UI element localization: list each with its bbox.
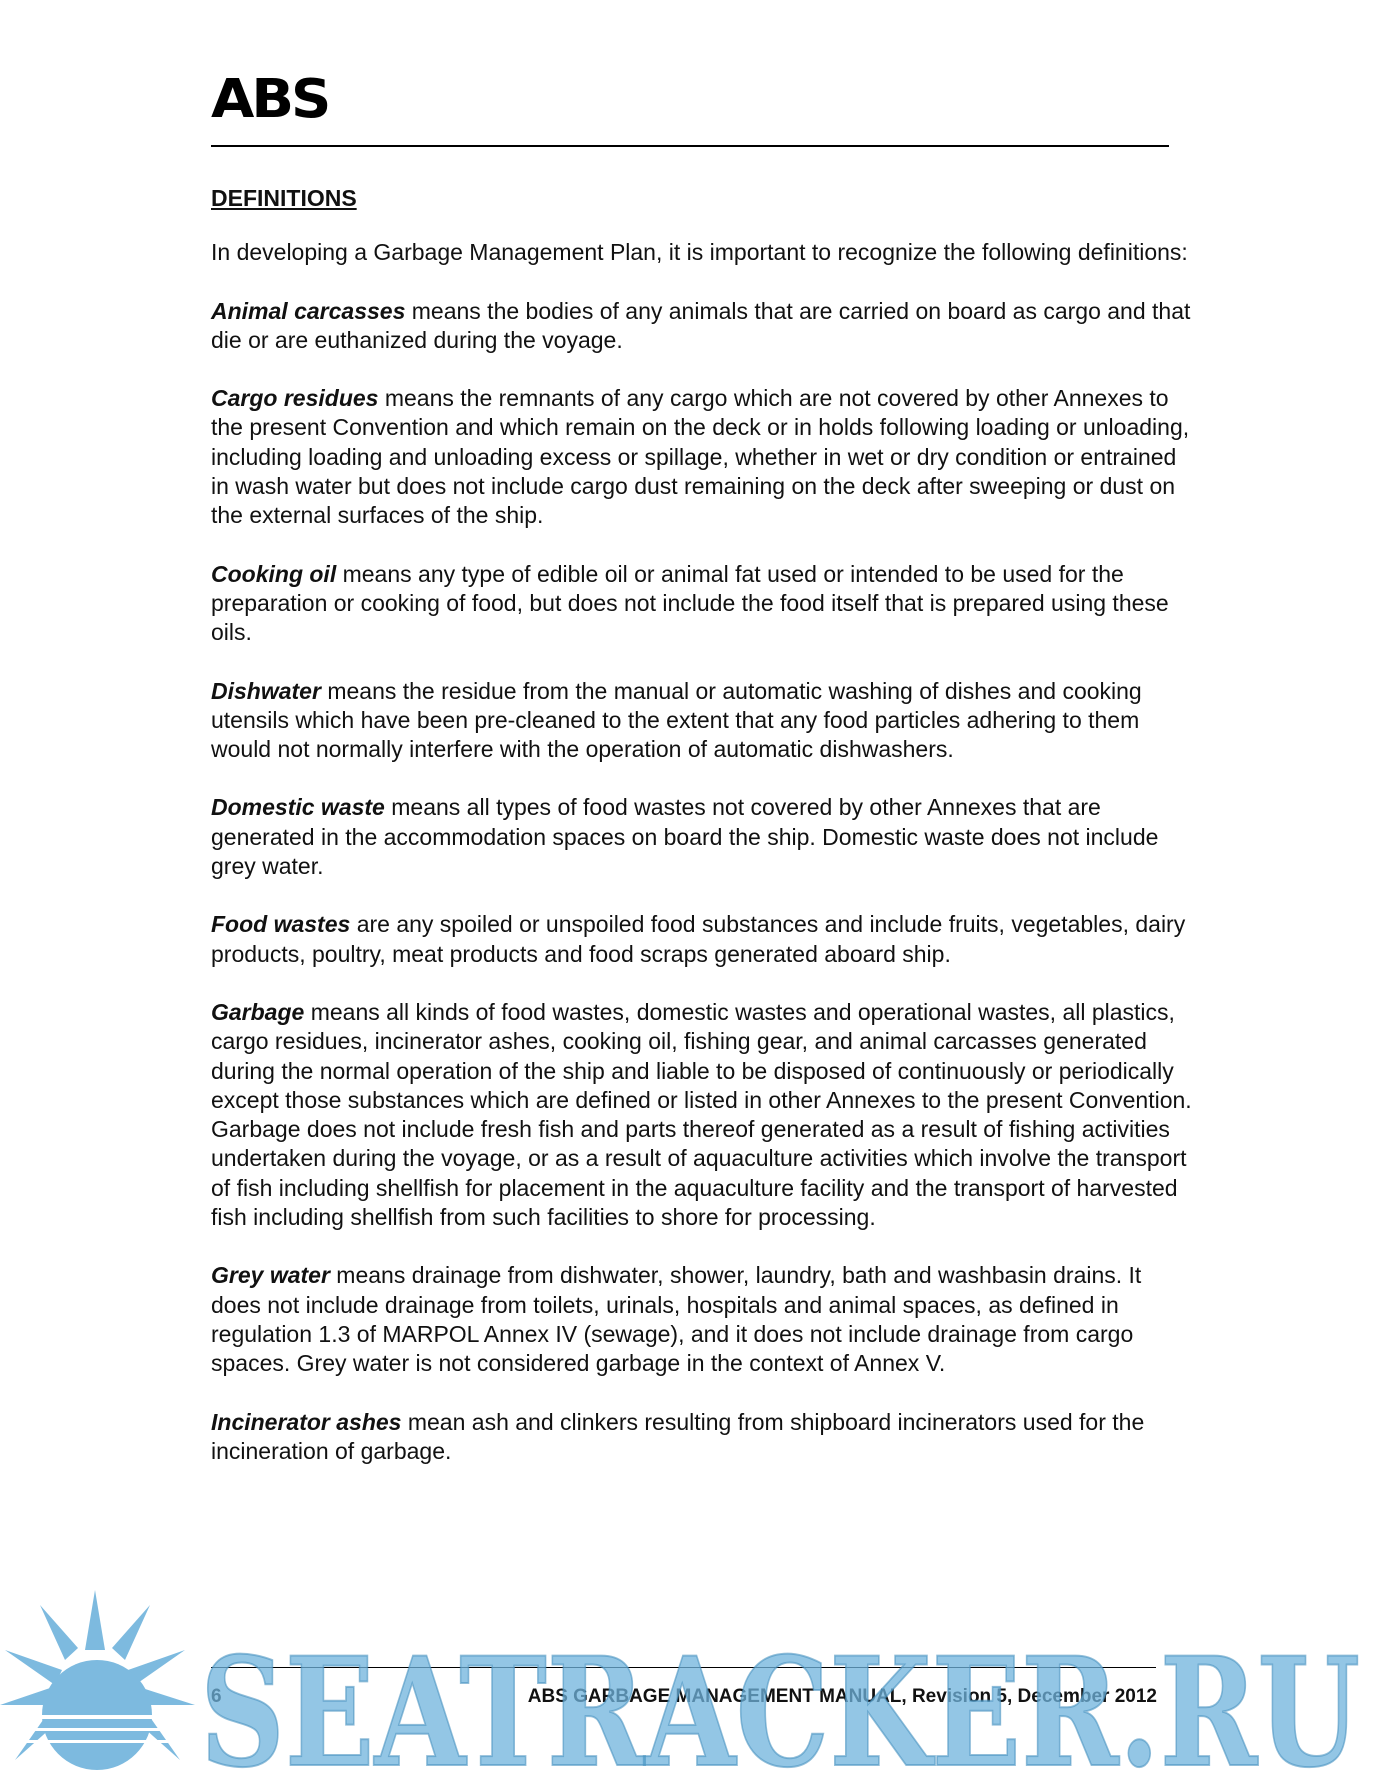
intro-paragraph: In developing a Garbage Management Plan, it is important to recognize the following definitions: [211, 239, 1188, 266]
definition-text: means drainage from dishwater, shower, laundry, bath and washbasin drains. It does not include drainage from toilets, urinals, hospitals and animal spaces, as defined in regulation 1.3 of MARPOL Annex IV (sewage), and it does not include drainage from cargo spaces. Grey water is not considered garbage in the context of Annex V. [211, 1262, 1142, 1377]
footer-title: ABS GARBAGE MANAGEMENT MANUAL, Revision 5, December 2012 [527, 1686, 1157, 1707]
footer-rule [211, 1667, 1156, 1668]
definition-item [211, 910, 1196, 969]
definition-item [211, 1408, 1196, 1467]
definition-item [211, 677, 1196, 765]
definition-term: Garbage [211, 998, 305, 1025]
seatracker-watermark [0, 1580, 1377, 1782]
definition-item [211, 384, 1196, 530]
definition-term: Food wastes [211, 911, 351, 938]
definition-term: Animal carcasses [211, 297, 406, 324]
definition-text: mean ash and clinkers resulting from shipboard incinerators used for the incineration of garbage. [211, 1408, 1145, 1464]
definition-term: Incinerator ashes [211, 1408, 402, 1435]
definition-term: Grey water [211, 1262, 330, 1289]
definition-item [211, 793, 1196, 881]
definition-item [211, 297, 1196, 356]
definition-text: means the residue from the manual or automatic washing of dishes and cooking utensils which have been pre-cleaned to the extent that any food particles adhering to them would not normally interfere with the operation of automatic dishwashers. [211, 677, 1142, 763]
definition-text: are any spoiled or unspoiled food substances and include fruits, vegetables, dairy products, poultry, meat products and food scraps generated aboard ship. [211, 911, 1186, 967]
definition-item [211, 1261, 1196, 1378]
definition-term: Cooking oil [211, 560, 337, 587]
definition-term: Domestic waste [211, 794, 385, 821]
page-number: 6 [211, 1686, 222, 1707]
definition-text: means the remnants of any cargo which are not covered by other Annexes to the present Convention and which remain on the deck or in holds following loading or unloading, including loading and unloading excess or spillage, whether in wet or dry condition or entrained in wash water but does not include cargo dust remaining on the deck after sweeping or dust on the external surfaces of the ship. [211, 385, 1190, 529]
definition-item [211, 998, 1196, 1232]
section-heading: DEFINITIONS [211, 185, 357, 211]
definition-term: Dishwater [211, 677, 321, 704]
abs-logo: ABS [211, 68, 329, 131]
definition-text: means any type of edible oil or animal fat used or intended to be used for the preparation or cooking of food, but does not include the food itself that is prepared using these oils. [211, 560, 1169, 646]
sun-icon [0, 1590, 200, 1770]
definition-text: means all types of food wastes not covered by other Annexes that are generated in the accommodation spaces on board the ship. Domestic waste does not include grey water. [211, 794, 1159, 880]
definition-text: means the bodies of any animals that are carried on board as cargo and that die or are euthanized during the voyage. [211, 297, 1191, 353]
definition-item [211, 560, 1196, 648]
document-body [211, 184, 1196, 1495]
watermark-text: SEATRACKER.RU [200, 1625, 1360, 1782]
definition-text: means all kinds of food wastes, domestic wastes and operational wastes, all plastics, cargo residues, incinerator ashes, cooking oil, fishing gear, and animal carcasses generated during the normal operation of the ship and liable to be disposed of continuously or periodically except those substances which are defined or listed in other Annexes to the present Convention. Garbage does not include fresh fish and parts thereof generated as a result of fishing activities undertaken during the voyage, or as a result of aquaculture activities which involve the transport of fish including shellfish for placement in the aquaculture facility and the transport of harvested fish including shellfish from such facilities to shore for processing. [211, 998, 1192, 1231]
definition-term: Cargo residues [211, 385, 379, 412]
header-rule [211, 145, 1169, 147]
